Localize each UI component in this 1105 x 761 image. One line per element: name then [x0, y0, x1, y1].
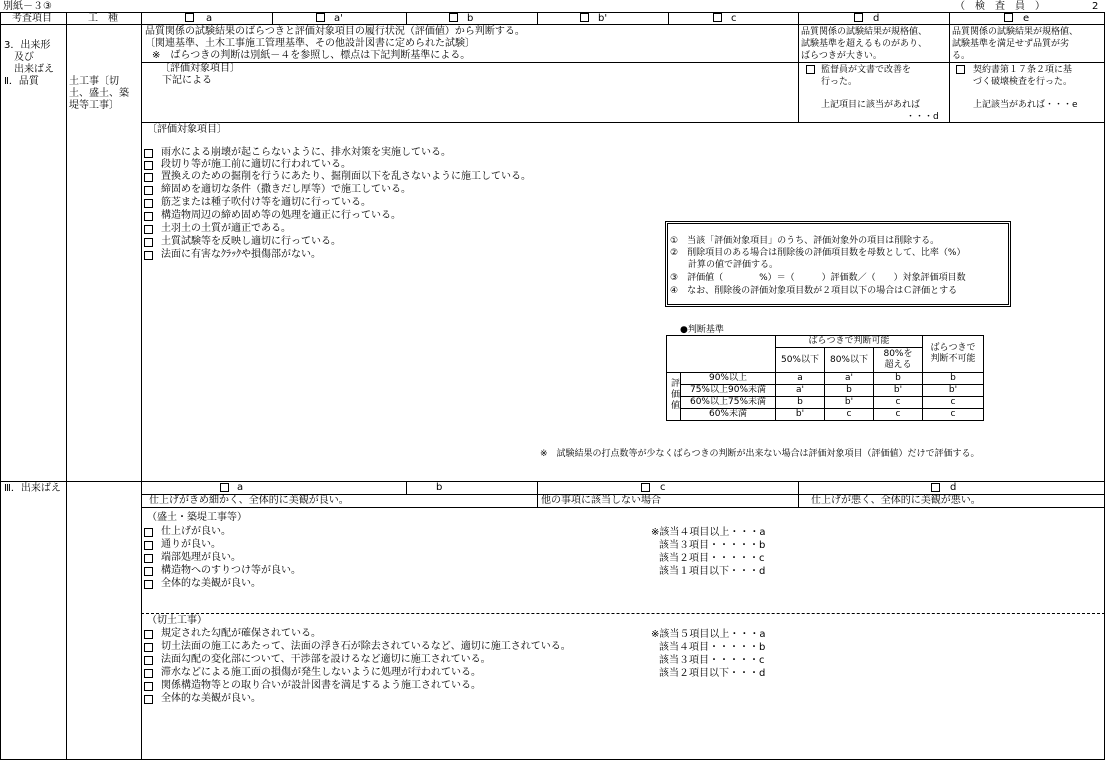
cell: b' [825, 397, 874, 409]
eval-item[interactable] [144, 171, 531, 183]
cut-criteria-2: 該当４項目・・・・・b [659, 642, 766, 653]
eval-item[interactable] [144, 236, 341, 248]
eval-item-text: 構造物周辺の締め固め等の処理を適正に行っている。 [161, 210, 401, 221]
grade-b-label: b [467, 13, 474, 24]
judgment-title: ●判断基準 [680, 325, 724, 335]
eval-item-checkbox[interactable] [144, 161, 153, 170]
cell: b [874, 373, 923, 385]
cell: b' [874, 385, 923, 397]
finish-grade-d-label: d [950, 482, 957, 493]
cut-criteria-3: 該当３項目・・・・・c [659, 655, 765, 666]
quality-footnote: ※ 試験結果の打点数等が少なくばらつきの判断が出来ない場合は評価対象項目（評価値）だけで評価する。 [540, 449, 980, 459]
see-below-text: 下記による [162, 75, 212, 86]
eval-item-checkbox[interactable] [144, 186, 153, 195]
eval-items-label: 〔評価対象項目〕 [147, 124, 227, 135]
sub-header-over-2: 超える [884, 360, 912, 370]
eval-item[interactable] [144, 184, 411, 196]
embankment-item-checkbox[interactable] [144, 528, 153, 537]
cut-item-text: 関係構造物等との取り合いが設計図書を満足するよう施工されている。 [161, 680, 481, 691]
grade-d-label: d [873, 13, 880, 24]
note-5: ④ なお、削除後の評価対象項目数が２項目以下の場合はＣ評価とする [670, 286, 958, 296]
col-e-check-1: 契約書第１７条２項に基 [973, 65, 1073, 75]
eval-item-checkbox[interactable] [144, 251, 153, 260]
grade-c-label: c [731, 13, 737, 24]
cut-item-checkbox[interactable] [144, 643, 153, 652]
col-d-desc-1: 品質関係の試験結果が規格値、 [801, 27, 928, 37]
form-id: 別紙－３③ [3, 1, 52, 12]
cell: b [923, 373, 984, 385]
grade-b-prime-label: b' [598, 13, 608, 24]
note-3: 計算の値で評価する。 [670, 260, 779, 270]
cut-item[interactable] [144, 680, 481, 692]
eval-item-checkbox[interactable] [144, 149, 153, 158]
cut-item-text: 切土法面の施工にあたって、法面の浮き石が除去されているなど、適切に施工されている。 [161, 641, 571, 652]
eval-item[interactable] [144, 223, 291, 235]
finish-grade-a-checkbox[interactable] [220, 483, 229, 492]
col-d-desc-3: ばらつきが大きい。 [801, 51, 882, 61]
cut-item[interactable] [144, 693, 261, 705]
embankment-item-text: 仕上げが良い。 [161, 526, 231, 537]
judgment-table [666, 335, 984, 421]
destructive-inspection-checkbox[interactable] [956, 65, 965, 74]
eval-item-text: 置換えのための掘削を行うにあたり、掘削面以下を乱さないように施工している。 [161, 171, 531, 182]
quality-desc-3: ※ ばらつきの判断は別紙－４を参照し、標点は下記判断基準による。 [152, 50, 471, 61]
eval-item-checkbox[interactable] [144, 238, 153, 247]
grade-a-label: a [206, 13, 213, 24]
col-d-check-1: 監督員が文書で改善を [821, 65, 912, 75]
work-type-line-2: 土、盛土、築 [69, 88, 129, 99]
cut-item-checkbox[interactable] [144, 656, 153, 665]
eval-item-text: 雨水による崩壊が起こらないように、排水対策を実施している。 [161, 147, 451, 158]
grade-a-prime-label: a' [334, 13, 343, 24]
cut-item-text: 規定された勾配が確保されている。 [161, 628, 321, 639]
eval-item-text: 土質試験等を反映し適切に行っている。 [161, 236, 341, 247]
section-quality-label-4: Ⅱ．品質 [4, 76, 39, 87]
eval-item[interactable] [144, 210, 401, 222]
embankment-title: （盛土・築堤工事等） [147, 512, 247, 523]
eval-item[interactable] [144, 147, 451, 159]
cell: c [923, 397, 984, 409]
cut-item-checkbox[interactable] [144, 682, 153, 691]
sub-header-50: 50%以下 [776, 348, 825, 373]
cell: b' [776, 409, 825, 421]
cell: b' [923, 385, 984, 397]
col-e-desc-3: る。 [952, 51, 971, 61]
embankment-item-checkbox[interactable] [144, 541, 153, 550]
section-quality-label-3: 出来ばえ [14, 64, 54, 75]
cell: b [825, 385, 874, 397]
col-d-check-2: 行った。 [821, 77, 858, 87]
grade-a-prime-checkbox[interactable] [316, 13, 325, 22]
grade-d-checkbox[interactable] [854, 13, 863, 22]
embankment-item[interactable] [144, 526, 231, 538]
row-header: 評価値 [669, 378, 679, 411]
grade-b-checkbox[interactable] [449, 13, 458, 22]
eval-item-checkbox[interactable] [144, 199, 153, 208]
section-quality-label-1: 3．出来形 [4, 40, 51, 51]
cell: a [776, 373, 825, 385]
quality-desc-2: 〔関連基準、土木工事施工管理基準、その他設計図書に定められた試験〕 [145, 38, 475, 49]
grade-e-checkbox[interactable] [1004, 13, 1013, 22]
header-worktype-label: 工 種 [88, 13, 118, 24]
row-label: 75%以上90%未満 [681, 385, 776, 397]
finish-grade-a-label: a [237, 482, 244, 493]
eval-item[interactable] [144, 249, 321, 261]
embankment-item[interactable] [144, 552, 241, 564]
cut-item[interactable] [144, 628, 321, 640]
eval-item-text: 段切り等が施工前に適切に行われている。 [161, 159, 351, 170]
embankment-item[interactable] [144, 565, 301, 577]
col-e-desc-2: 試験基準を満足せず品質が劣 [952, 39, 1070, 49]
embankment-criteria-3: 該当２項目・・・・・c [659, 553, 765, 564]
eval-item-checkbox[interactable] [144, 173, 153, 182]
eval-item-text: 土羽土の土質が適正である。 [161, 223, 291, 234]
section-quality-label-2: 及び [14, 52, 34, 63]
cut-item-checkbox[interactable] [144, 630, 153, 639]
cut-criteria-4: 該当２項目以下・・・d [659, 668, 766, 679]
col-d-desc-2: 試験基準を超えるものがあり、 [801, 39, 928, 49]
cell: a' [776, 385, 825, 397]
eval-item[interactable] [144, 197, 371, 209]
impossible-header-1: ばらつきで [930, 343, 976, 353]
finish-desc-a: 仕上げがきめ細かく、全体的に美観が良い。 [149, 495, 349, 506]
finish-grade-c-label: c [660, 482, 666, 493]
finish-desc-c: 他の事項に該当しない場合 [541, 495, 661, 506]
col-d-footer-1: 上記項目に該当があれば [821, 100, 921, 110]
grade-c-checkbox[interactable] [713, 13, 722, 22]
note-4: ③ 評価値（ %）＝（ ）評価数／（ ）対象評価項目数 [670, 273, 966, 283]
row-label: 60%未満 [681, 409, 776, 421]
cell: b [776, 397, 825, 409]
cut-criteria-1: ※該当５項目以上・・・a [651, 629, 766, 640]
quality-desc-1: 品質関係の試験結果のばらつきと評価対象項目の履行状況（評価値）から判断する。 [145, 26, 525, 37]
eval-item-text: 筋芝または種子吹付け等を適切に行っている。 [161, 197, 371, 208]
grade-b-prime-checkbox[interactable] [580, 13, 589, 22]
cell: c [825, 409, 874, 421]
col-e-desc-1: 品質関係の試験結果が規格値、 [952, 27, 1079, 37]
embankment-criteria-4: 該当１項目以下・・・d [659, 566, 766, 577]
impossible-header-2: 判断不可能 [930, 354, 976, 364]
eval-items-header-top: 〔評価対象項目〕 [160, 63, 240, 74]
sub-header-80: 80%以下 [825, 348, 874, 373]
page-number: 2 [1092, 1, 1099, 12]
eval-item[interactable] [144, 159, 351, 171]
cell: c [874, 409, 923, 421]
col-e-check-2: づく破壊検査を行った。 [973, 77, 1073, 87]
cut-item-checkbox[interactable] [144, 669, 153, 678]
grade-e-label: e [1023, 13, 1030, 24]
col-d-footer-2: ・・・d [906, 112, 939, 122]
eval-item-text: 法面に有害なｸﾗｯｸや損傷部がない。 [161, 249, 321, 260]
embankment-item[interactable] [144, 578, 261, 590]
eval-item-text: 締固めを適切な条件（撒きだし厚等）で施工している。 [161, 184, 411, 195]
supervisor-improvement-checkbox[interactable] [806, 65, 815, 74]
section-finish-label: Ⅲ．出来ばえ [4, 483, 61, 494]
eval-item-checkbox[interactable] [144, 212, 153, 221]
embankment-item-text: 構造物へのすりつけ等が良い。 [161, 565, 301, 576]
cut-item-text: 全体的な美観が良い。 [161, 693, 261, 704]
embankment-item-checkbox[interactable] [144, 567, 153, 576]
eval-item-checkbox[interactable] [144, 225, 153, 234]
sub-header-over-1: 80%を [883, 349, 913, 359]
cut-item-checkbox[interactable] [144, 695, 153, 704]
embankment-item-text: 全体的な美観が良い。 [161, 578, 261, 589]
inspector-label: （ 検 査 員 ） [955, 1, 1045, 12]
cell: a' [825, 373, 874, 385]
note-2: ② 削除項目のある場合は削除後の評価項目数を母数として、比率（%） [670, 248, 966, 258]
header-item-label: 考査項目 [12, 13, 52, 24]
cut-item-text: 滞水などによる施工面の損傷が発生しないように処理が行われている。 [161, 667, 481, 678]
cut-item-text: 法面勾配の変化部について、干渉部を設けるなど適切に施工されている。 [161, 654, 491, 665]
finish-grade-d-checkbox[interactable] [931, 483, 940, 492]
cut-item[interactable] [144, 654, 491, 666]
embankment-item-checkbox[interactable] [144, 554, 153, 563]
note-1: ① 当該「評価対象項目」のうち、評価対象外の項目は削除する。 [670, 236, 940, 246]
row-label: 60%以上75%未満 [681, 397, 776, 409]
embankment-criteria-2: 該当３項目・・・・・b [659, 540, 766, 551]
row-label: 90%以上 [681, 373, 776, 385]
work-type-line-3: 堤等工事〕 [69, 100, 119, 111]
embankment-item-text: 端部処理が良い。 [161, 552, 241, 563]
possible-header: ばらつきで判断可能 [776, 336, 923, 348]
embankment-item[interactable] [144, 539, 221, 551]
embankment-item-text: 通りが良い。 [161, 539, 221, 550]
finish-grade-c-checkbox[interactable] [641, 483, 650, 492]
col-e-footer: 上記該当があれば・・・e [973, 100, 1078, 110]
cut-item[interactable] [144, 667, 481, 679]
finish-grade-b-label: b [436, 482, 443, 493]
embankment-item-checkbox[interactable] [144, 580, 153, 589]
embankment-criteria-1: ※該当４項目以上・・・a [651, 527, 766, 538]
cut-item[interactable] [144, 641, 571, 653]
finish-desc-d: 仕上げが悪く、全体的に美観が悪い。 [811, 495, 981, 506]
cell: c [874, 397, 923, 409]
cell: c [923, 409, 984, 421]
work-type-line-1: 土工事〔切 [69, 76, 119, 87]
grade-a-checkbox[interactable] [185, 13, 194, 22]
cut-title: （切土工事） [147, 615, 207, 626]
